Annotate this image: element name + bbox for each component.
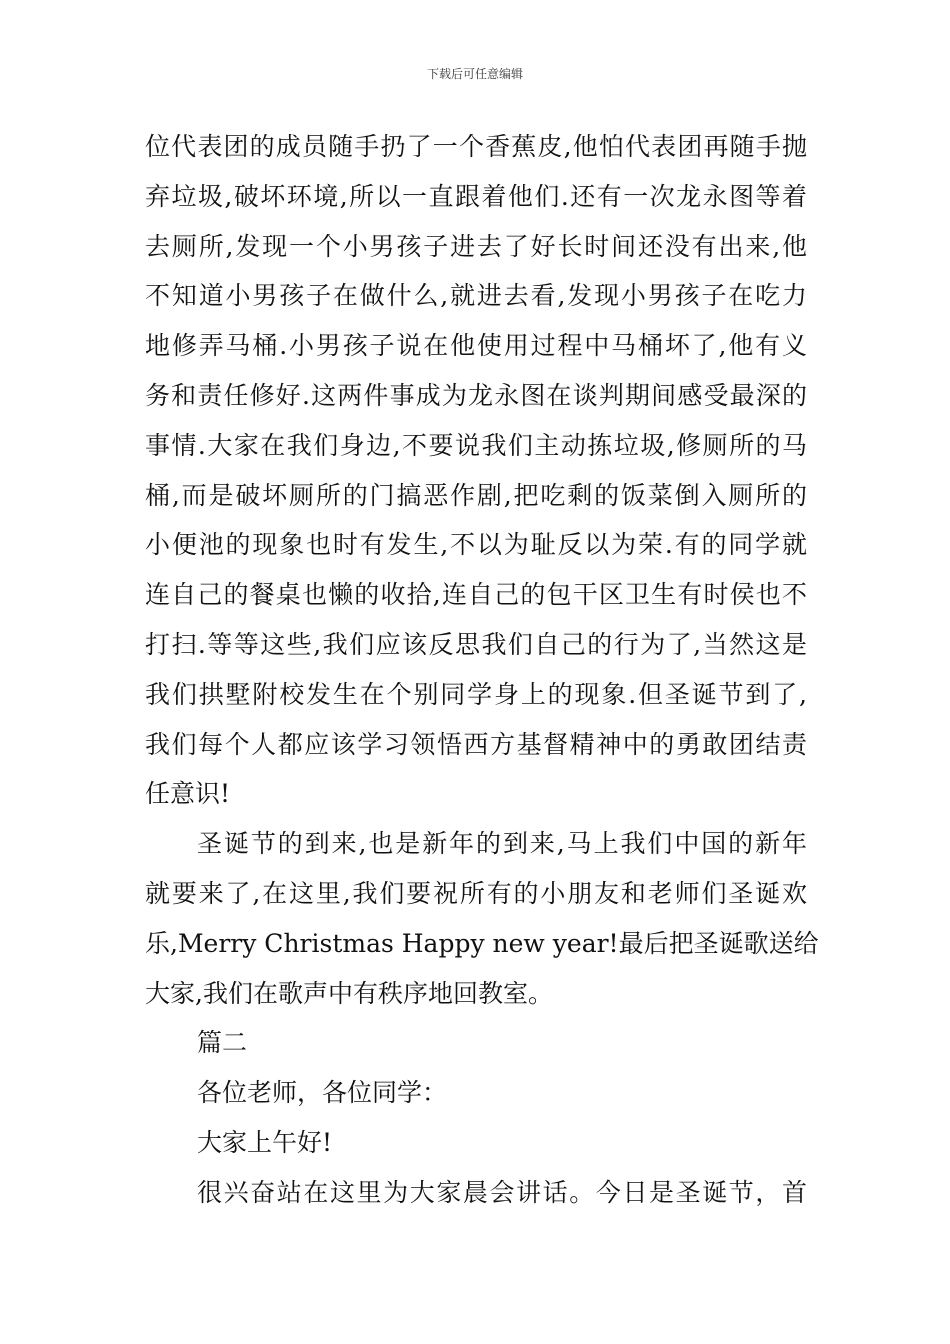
- paragraph-start-line: 很兴奋站在这里为大家晨会讲话。今日是圣诞节，首: [197, 1177, 807, 1207]
- text-line: 小便池的现象也时有发生,不以为耻反以为荣.有的同学就: [145, 530, 807, 560]
- text-line: 去厕所,发现一个小男孩子进去了好长时间还没有出来,他: [145, 231, 807, 261]
- text-line: 大家,我们在歌声中有秩序地回教室。: [145, 978, 553, 1008]
- text-line: 我们每个人都应该学习领悟西方基督精神中的勇敢团结责: [145, 729, 807, 759]
- text-line: 我们拱墅附校发生在个别同学身上的现象.但圣诞节到了,: [145, 679, 807, 709]
- text-line: 连自己的餐桌也懒的收拾,连自己的包干区卫生有时侯也不: [145, 580, 807, 610]
- text-line: 务和责任修好.这两件事成为龙永图在谈判期间感受最深的: [145, 380, 807, 410]
- text-line: 事情.大家在我们身边,不要说我们主动拣垃圾,修厕所的马: [145, 430, 807, 460]
- text-line: 弃垃圾,破坏环境,所以一直跟着他们.还有一次龙永图等着: [145, 181, 807, 211]
- text-line: 地修弄马桶.小男孩子说在他使用过程中马桶坏了,他有义: [145, 331, 807, 361]
- text-line: 桶,而是破坏厕所的门搞恶作剧,把吃剩的饭菜倒入厕所的: [145, 480, 807, 510]
- salutation-line: 各位老师，各位同学：: [197, 1078, 448, 1108]
- greeting-line: 大家上午好!: [197, 1127, 333, 1157]
- text-line: 任意识!: [145, 779, 231, 809]
- text-line: 打扫.等等这些,我们应该反思我们自己的行为了,当然这是: [145, 629, 807, 659]
- text-line: 乐,Merry Christmas Happy new year!最后把圣诞歌送给: [145, 928, 819, 958]
- page-header: 下载后可任意编辑: [426, 67, 523, 81]
- text-line: 不知道小男孩子在做什么,就进去看,发现小男孩子在吃力: [145, 281, 807, 311]
- section-heading: 篇二: [197, 1028, 248, 1058]
- text-line: 就要来了,在这里,我们要祝所有的小朋友和老师们圣诞欢: [145, 878, 807, 908]
- document-body: [145, 122, 819, 1218]
- paragraph-start-line: 圣诞节的到来,也是新年的到来,马上我们中国的新年: [197, 829, 807, 859]
- text-line: 位代表团的成员随手扔了一个香蕉皮,他怕代表团再随手抛: [145, 132, 807, 161]
